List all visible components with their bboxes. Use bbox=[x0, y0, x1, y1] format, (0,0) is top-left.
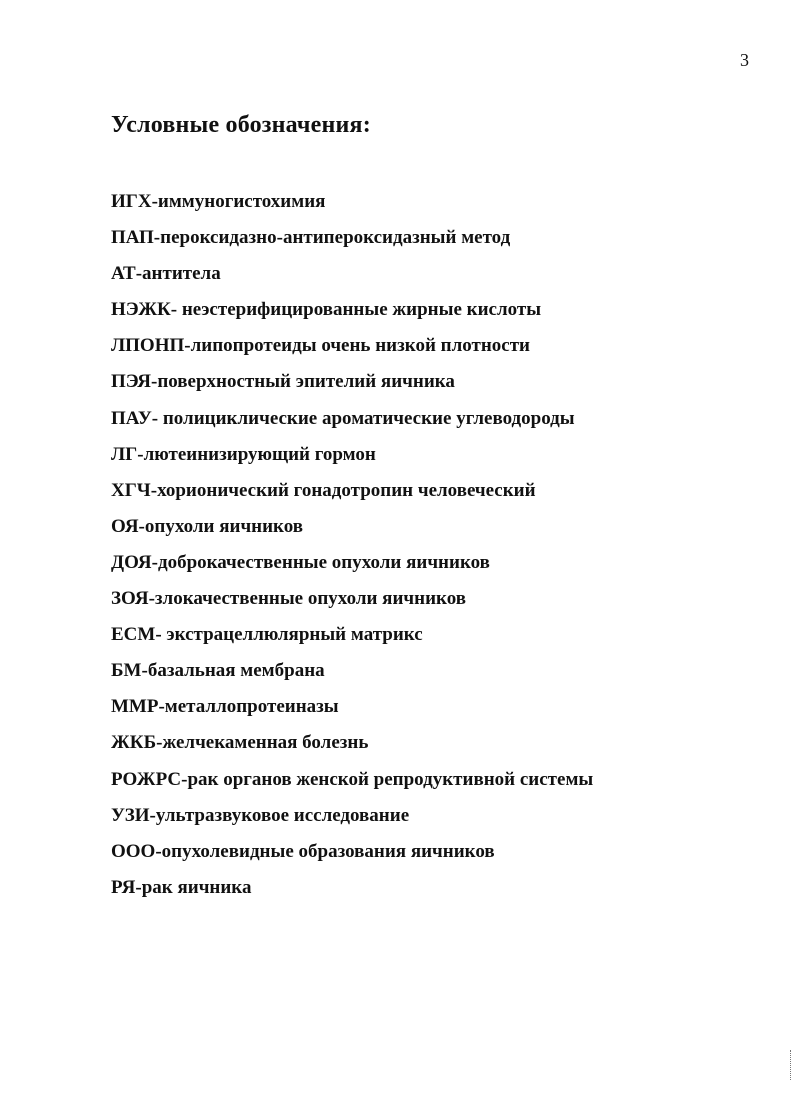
scan-edge-mark bbox=[790, 1050, 793, 1080]
list-item: УЗИ-ультразвуковое исследование bbox=[111, 804, 410, 826]
list-item: БМ-базальная мембрана bbox=[111, 660, 325, 682]
list-item: ХГЧ-хорионический гонадотропин человеческий bbox=[111, 479, 536, 501]
list-item: ПАП-пероксидазно-антипероксидазный метод bbox=[111, 227, 511, 249]
list-item: ДОЯ-доброкачественные опухоли яичников bbox=[111, 551, 490, 573]
list-item: РОЖРС-рак органов женской репродуктивной системы bbox=[111, 768, 594, 790]
page-title: Условные обозначения: bbox=[111, 112, 371, 138]
list-item: ПАУ- полициклические ароматические углеводороды bbox=[111, 407, 575, 429]
list-item: НЭЖК- неэстерифицированные жирные кислоты bbox=[111, 299, 542, 321]
list-item: ЖКБ-желчекаменная болезнь bbox=[111, 732, 369, 754]
list-item: ЛГ-лютеинизирующий гормон bbox=[111, 443, 376, 465]
list-item: ПЭЯ-поверхностный эпителий яичника bbox=[111, 371, 455, 393]
list-item: АТ-антитела bbox=[111, 263, 221, 285]
list-item: ОЯ-опухоли яичников bbox=[111, 515, 304, 537]
abbreviation-list bbox=[111, 190, 593, 912]
list-item: ЛПОНП-липопротеиды очень низкой плотности bbox=[111, 335, 531, 357]
list-item: ЗОЯ-злокачественные опухоли яичников bbox=[111, 588, 467, 610]
list-item: ООО-опухолевидные образования яичников bbox=[111, 840, 495, 862]
page-number: 3 bbox=[740, 50, 749, 70]
list-item: ММР-металлопротеиназы bbox=[111, 696, 339, 718]
list-item: РЯ-рак яичника bbox=[111, 876, 252, 898]
list-item: ИГХ-иммуногистохимия bbox=[111, 191, 326, 212]
list-item: ЕСМ- экстрацеллюлярный матрикс bbox=[111, 624, 423, 646]
